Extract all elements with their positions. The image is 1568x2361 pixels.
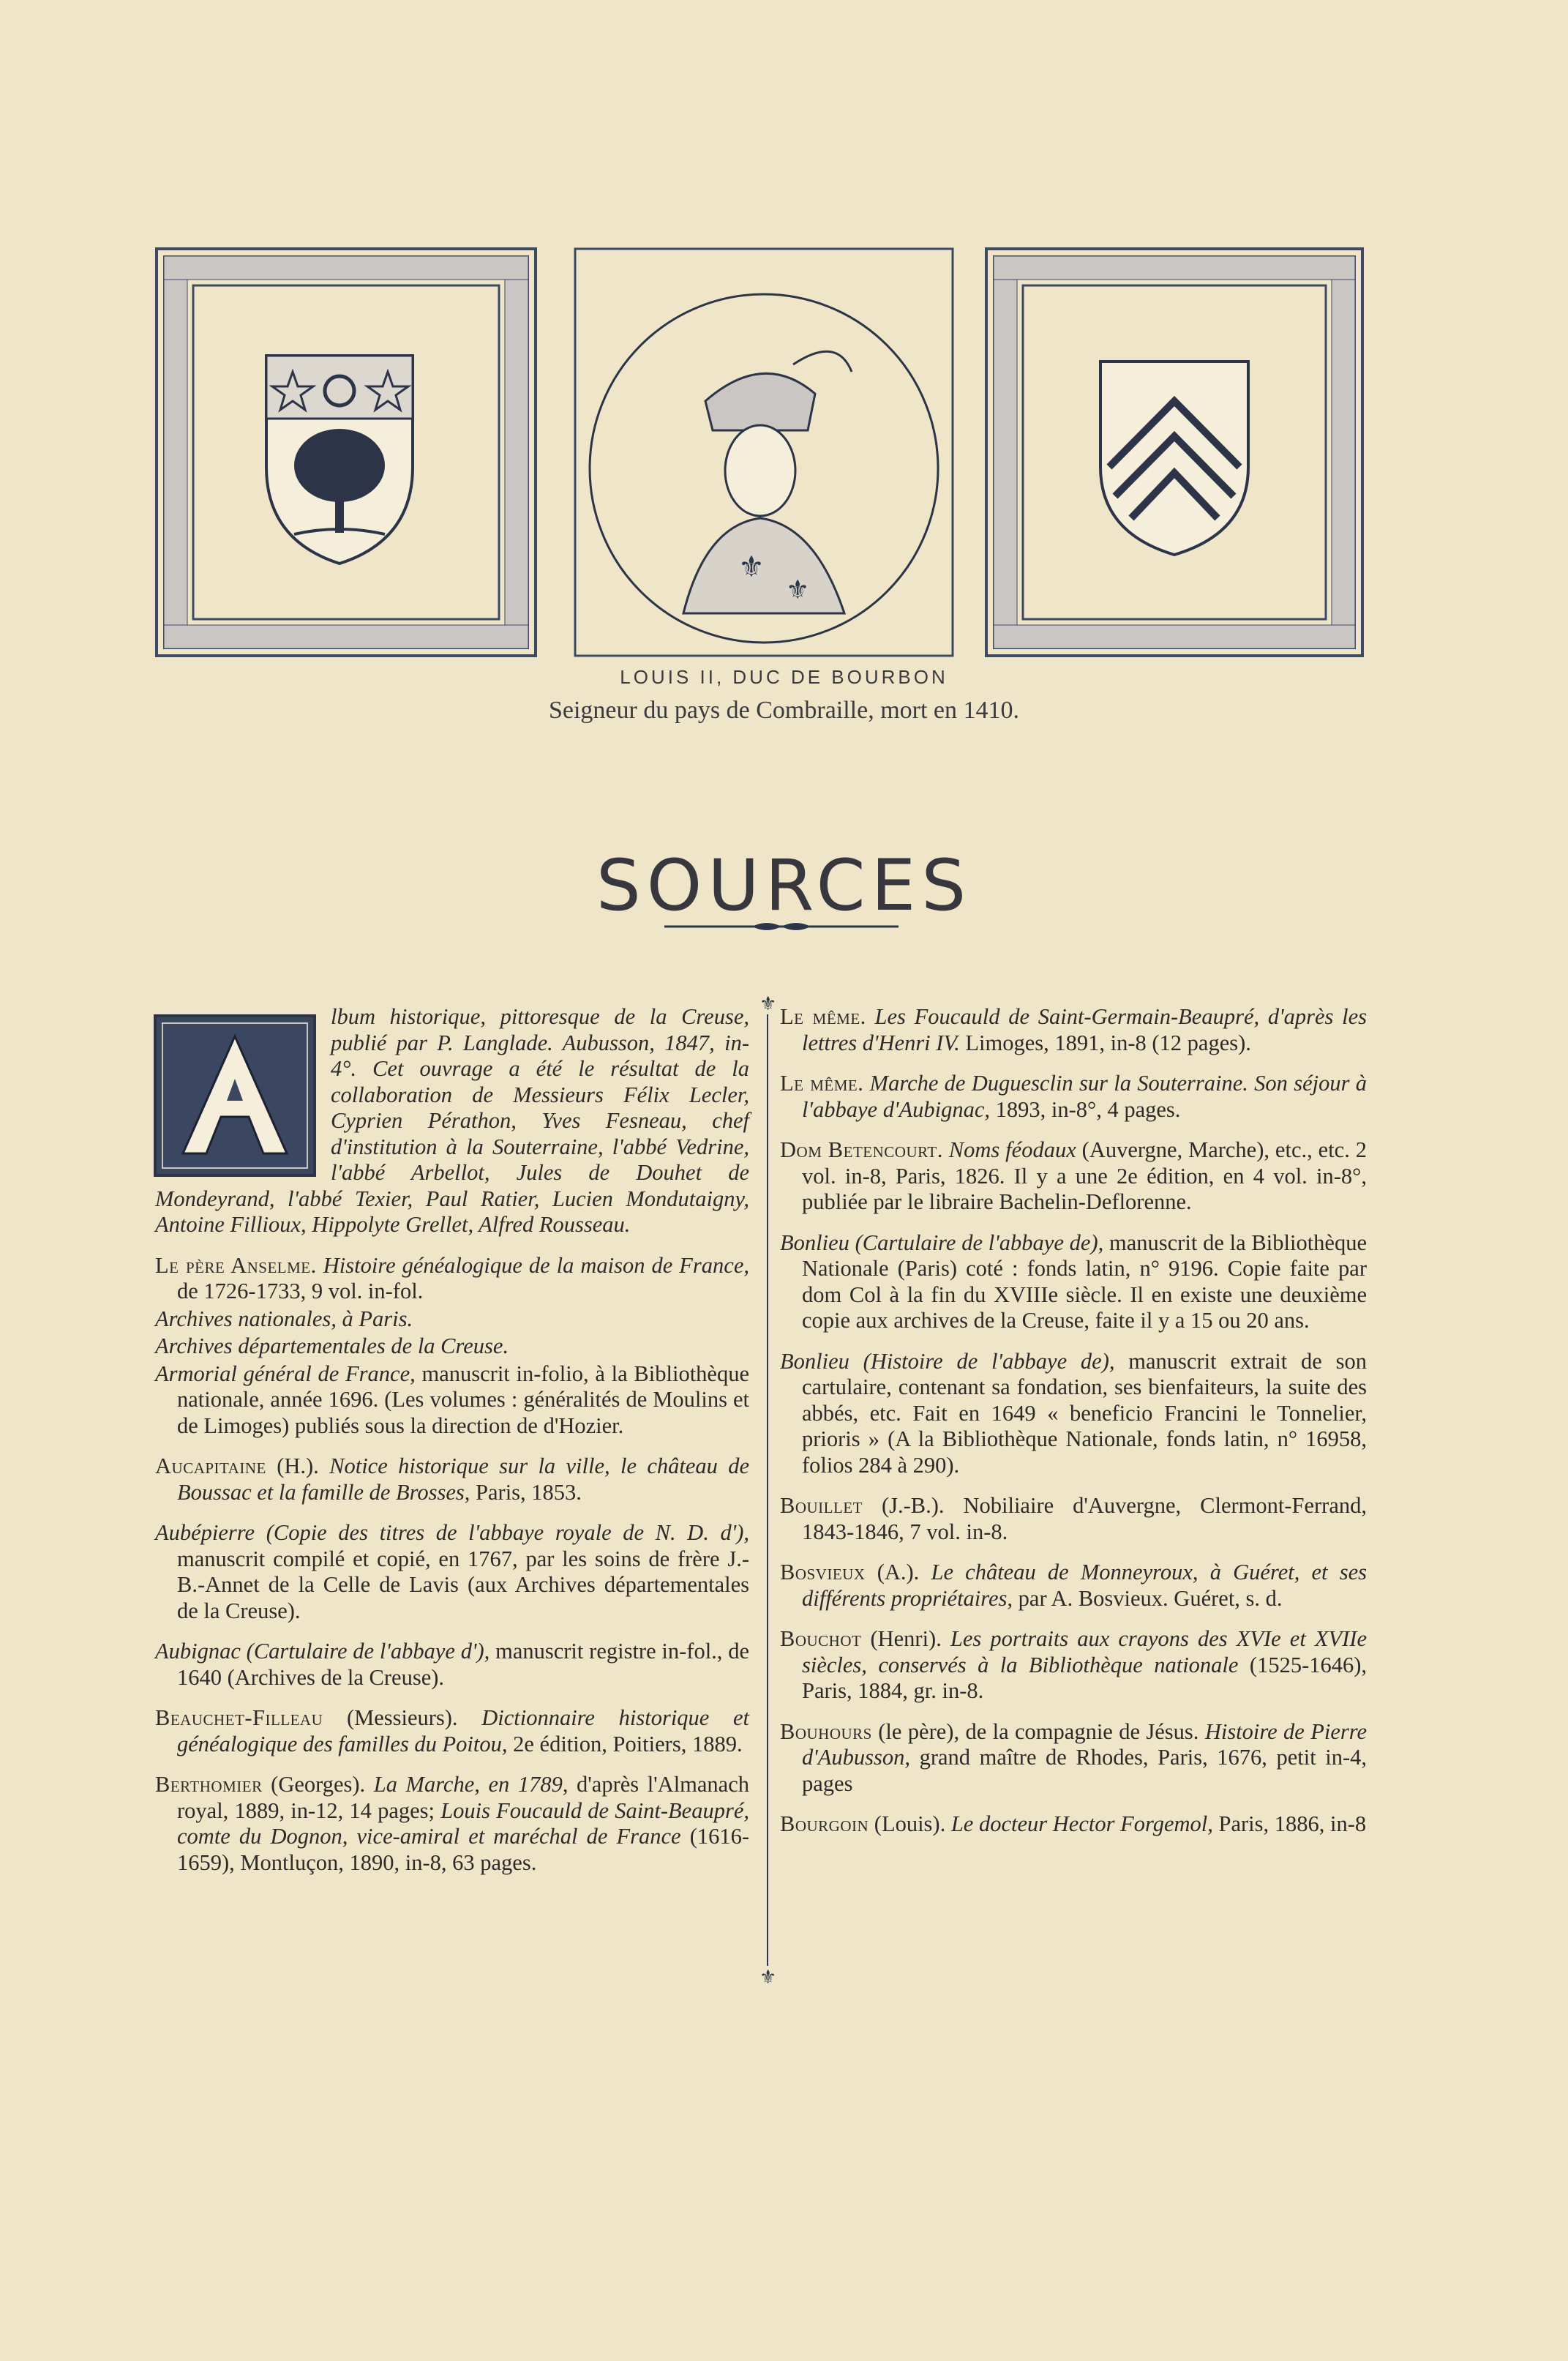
entry-text: Histoire de Pierre d'Aubusson, bbox=[802, 1718, 1367, 1770]
coat-of-arms-chevrons-plate bbox=[985, 247, 1364, 657]
list-item bbox=[780, 1004, 1367, 1056]
entry-text: (A.). bbox=[877, 1560, 920, 1584]
list-item bbox=[780, 1560, 1367, 1612]
entry-text: Dictionnaire historique et généalogique des familles du Poitou, bbox=[177, 1705, 750, 1756]
list-item bbox=[155, 1520, 749, 1624]
list-item bbox=[780, 1137, 1367, 1216]
list-item bbox=[780, 1719, 1367, 1797]
list-item bbox=[780, 1230, 1367, 1334]
plate-caption-title: LOUIS II, DUC DE BOURBON bbox=[620, 666, 948, 688]
list-item bbox=[155, 1705, 749, 1757]
entry-text: Bonlieu (Cartulaire de l'abbaye de), bbox=[780, 1230, 1104, 1255]
entry-text: Paris, 1853. bbox=[476, 1479, 582, 1505]
svg-text:⚜: ⚜ bbox=[759, 994, 777, 1014]
entry-text: Limoges, 1891, in-8 (12 pages). bbox=[965, 1030, 1251, 1055]
right-column bbox=[780, 1004, 1367, 1852]
entry-text: (1525-1646), Paris, 1884, gr. in-8. bbox=[802, 1652, 1368, 1703]
list-item bbox=[780, 1493, 1367, 1545]
dropcap-a-icon bbox=[154, 1014, 316, 1177]
intro-entry: lbum historique, pittoresque de la Creuse, publié par P. Langlade. Aubusson, 1847, in-4°. Cet ouvrage a été le résultat de la collaboration de Messieurs Félix Lecler, Cyprien Pérathon, Yves Fesneau, chef d'institution à la Souterraine, l'abbé Vedrine, l'abbé Arbellot, Jules de Douhet de Mondeyrand, l'abbé Texier, Paul Ratier, Lucien Mondutaigny, Antoine Fillioux, Hippolyte Grellet, Alfred Rousseau. bbox=[155, 1004, 749, 1237]
entry-text: Aubignac (Cartulaire de l'abbaye d'), bbox=[155, 1639, 490, 1664]
entry-text: (1616-1659), Montluçon, 1890, in-8, 63 pages. bbox=[177, 1824, 750, 1875]
entry-text: (Henri). bbox=[870, 1626, 942, 1651]
list-item bbox=[780, 1626, 1367, 1705]
svg-text:⚜: ⚜ bbox=[759, 1967, 777, 1986]
entry-text: (le père), de la compagnie de Jésus. bbox=[878, 1718, 1199, 1744]
entry-text: Marche de Duguesclin sur la Souterraine. Son séjour à l'abbaye d'Aubignac, bbox=[802, 1071, 1367, 1122]
entry-text: Armorial général de France, bbox=[155, 1361, 416, 1386]
list-item bbox=[155, 1453, 749, 1505]
list-item bbox=[780, 1071, 1367, 1123]
list-item bbox=[155, 1361, 749, 1440]
entry-text: (Messieurs). bbox=[346, 1705, 458, 1730]
entry-text: Le père Anselme. bbox=[155, 1252, 317, 1278]
list-item bbox=[780, 1349, 1367, 1479]
entry-text: Le même. bbox=[780, 1004, 866, 1029]
entry-text: Noms féodaux bbox=[948, 1137, 1076, 1162]
entry-text: (Georges). bbox=[271, 1772, 366, 1797]
coat-of-arms-tree-plate bbox=[155, 247, 537, 657]
column-divider-icon bbox=[757, 994, 779, 1986]
entry-text: Notice historique sur la ville, le château de Boussac et la famille de Brosses, bbox=[177, 1453, 750, 1505]
portrait-plate bbox=[574, 247, 954, 657]
list-item bbox=[155, 1306, 749, 1333]
entry-text: (J.-B.). Nobiliaire d'Auvergne, Clermont-Ferrand, 1843-1846, 7 vol. in-8. bbox=[802, 1493, 1367, 1544]
entry-text: Archives nationales, à Paris. bbox=[155, 1306, 413, 1331]
tree-shield-icon bbox=[155, 247, 537, 657]
entry-text: Archives départementales de la Creuse. bbox=[155, 1333, 509, 1358]
svg-text:⚜: ⚜ bbox=[738, 550, 765, 583]
entry-text: Bouillet bbox=[780, 1493, 863, 1518]
entry-text: (Copie des titres de l'abbaye royale de N. D. d'), bbox=[266, 1520, 749, 1545]
plate-caption-subtitle: Seigneur du pays de Combraille, mort en 1410. bbox=[548, 697, 1020, 724]
entry-text: manuscrit in-folio, à la Bibliothèque nationale, année 1696. (Les volumes : généralités de Moulins et de Limoges) publiés sous la direction de d'Hozier. bbox=[177, 1361, 749, 1438]
entry-text: Aucapitaine bbox=[155, 1453, 266, 1478]
ornamental-rule-icon bbox=[664, 918, 899, 935]
entry-text: Dom Betencourt. bbox=[780, 1137, 943, 1162]
entry-text: Bouhours bbox=[780, 1718, 872, 1744]
entry-text: Le même. bbox=[780, 1071, 864, 1096]
chevron-shield-icon bbox=[985, 247, 1364, 657]
entry-text: La Marche, en 1789, bbox=[373, 1772, 569, 1797]
entry-text: manuscrit registre in-fol., de 1640 (Archives de la Creuse). bbox=[177, 1639, 749, 1690]
entry-text: Le château de Monneyroux, à Guéret, et ses différents propriétaires, bbox=[802, 1560, 1367, 1611]
entry-text: grand maître de Rhodes, Paris, 1676, petit in-4, pages bbox=[802, 1745, 1367, 1796]
entry-text: Aubépierre bbox=[155, 1520, 255, 1545]
entry-text: manuscrit extrait de son cartulaire, contenant sa fondation, ses bienfaiteurs, la suite des abbés, etc. Fait en 1649 « beneficio Francini le Tonnelier, prioris » (A la Bibliothèque Nationale, fonds latin, n° 16958, folios 284 à 290). bbox=[802, 1348, 1367, 1478]
entry-text: Bonlieu (Histoire de l'abbaye de), bbox=[780, 1348, 1115, 1374]
entry-text: d'après l'Almanach royal, 1889, in-12, 14 pages; bbox=[177, 1772, 750, 1823]
entry-text: (Louis). bbox=[874, 1811, 946, 1836]
entry-text: 2e édition, Poitiers, 1889. bbox=[513, 1731, 743, 1756]
list-item bbox=[155, 1639, 749, 1691]
entry-text: Histoire généalogique de la maison de France, bbox=[323, 1252, 749, 1278]
entry-text: Les Foucauld de Saint-Germain-Beaupré, d'après les lettres d'Henri IV. bbox=[802, 1004, 1367, 1055]
entry-text: Beauchet-Filleau bbox=[155, 1705, 323, 1730]
entry-text: (H.). bbox=[277, 1453, 319, 1478]
entry-text: Bourgoin bbox=[780, 1811, 869, 1836]
entry-text: Bosvieux bbox=[780, 1560, 866, 1584]
entry-text: Le docteur Hector Forgemol, bbox=[950, 1811, 1213, 1836]
entry-text: Bouchot bbox=[780, 1626, 862, 1651]
list-item bbox=[155, 1004, 749, 1238]
entry-text: manuscrit de la Bibliothèque Nationale (Paris) coté : fonds latin, n° 9196. Copie faite par dom Col à la fin du XVIIIe siècle. Il en existe une deuxième copie aux archives de la Creuse, faite il y a 15 ou 20 ans. bbox=[802, 1230, 1367, 1333]
list-item bbox=[155, 1253, 749, 1305]
page-title: SOURCES bbox=[596, 845, 972, 927]
entry-text: Louis Foucauld de Saint-Beaupré, comte du Dognon, vice-amiral et maréchal de France bbox=[177, 1797, 750, 1849]
svg-text:⚜: ⚜ bbox=[786, 575, 810, 605]
knight-portrait-icon bbox=[574, 247, 954, 657]
list-item bbox=[155, 1333, 749, 1360]
entry-text: 1893, in-8°, 4 pages. bbox=[995, 1096, 1181, 1122]
entry-text: (Auvergne, Marche), etc., etc. 2 vol. in-8, Paris, 1826. Il y a une 2e édition, en 4 vol. in-8°, publiée par le libraire Bachelin-Deflorenne. bbox=[802, 1137, 1368, 1214]
list-item bbox=[155, 1772, 749, 1876]
entry-text: Berthomier bbox=[155, 1772, 263, 1797]
entry-text: par A. Bosvieux. Guéret, s. d. bbox=[1018, 1585, 1283, 1611]
entry-text: Paris, 1886, in-8 bbox=[1218, 1811, 1367, 1836]
list-item bbox=[780, 1811, 1367, 1838]
entry-text: manuscrit compilé et copié, en 1767, par les soins de frère J.-B.-Annet de la Celle de Lavis (aux Archives départementales de la Creuse). bbox=[177, 1546, 749, 1623]
entry-text: de 1726-1733, 9 vol. in-fol. bbox=[177, 1279, 424, 1303]
entry-text: Les portraits aux crayons des XVIe et XVIIe siècles, conservés à la Bibliothèque nationale bbox=[802, 1626, 1368, 1677]
left-column bbox=[155, 1004, 749, 1890]
